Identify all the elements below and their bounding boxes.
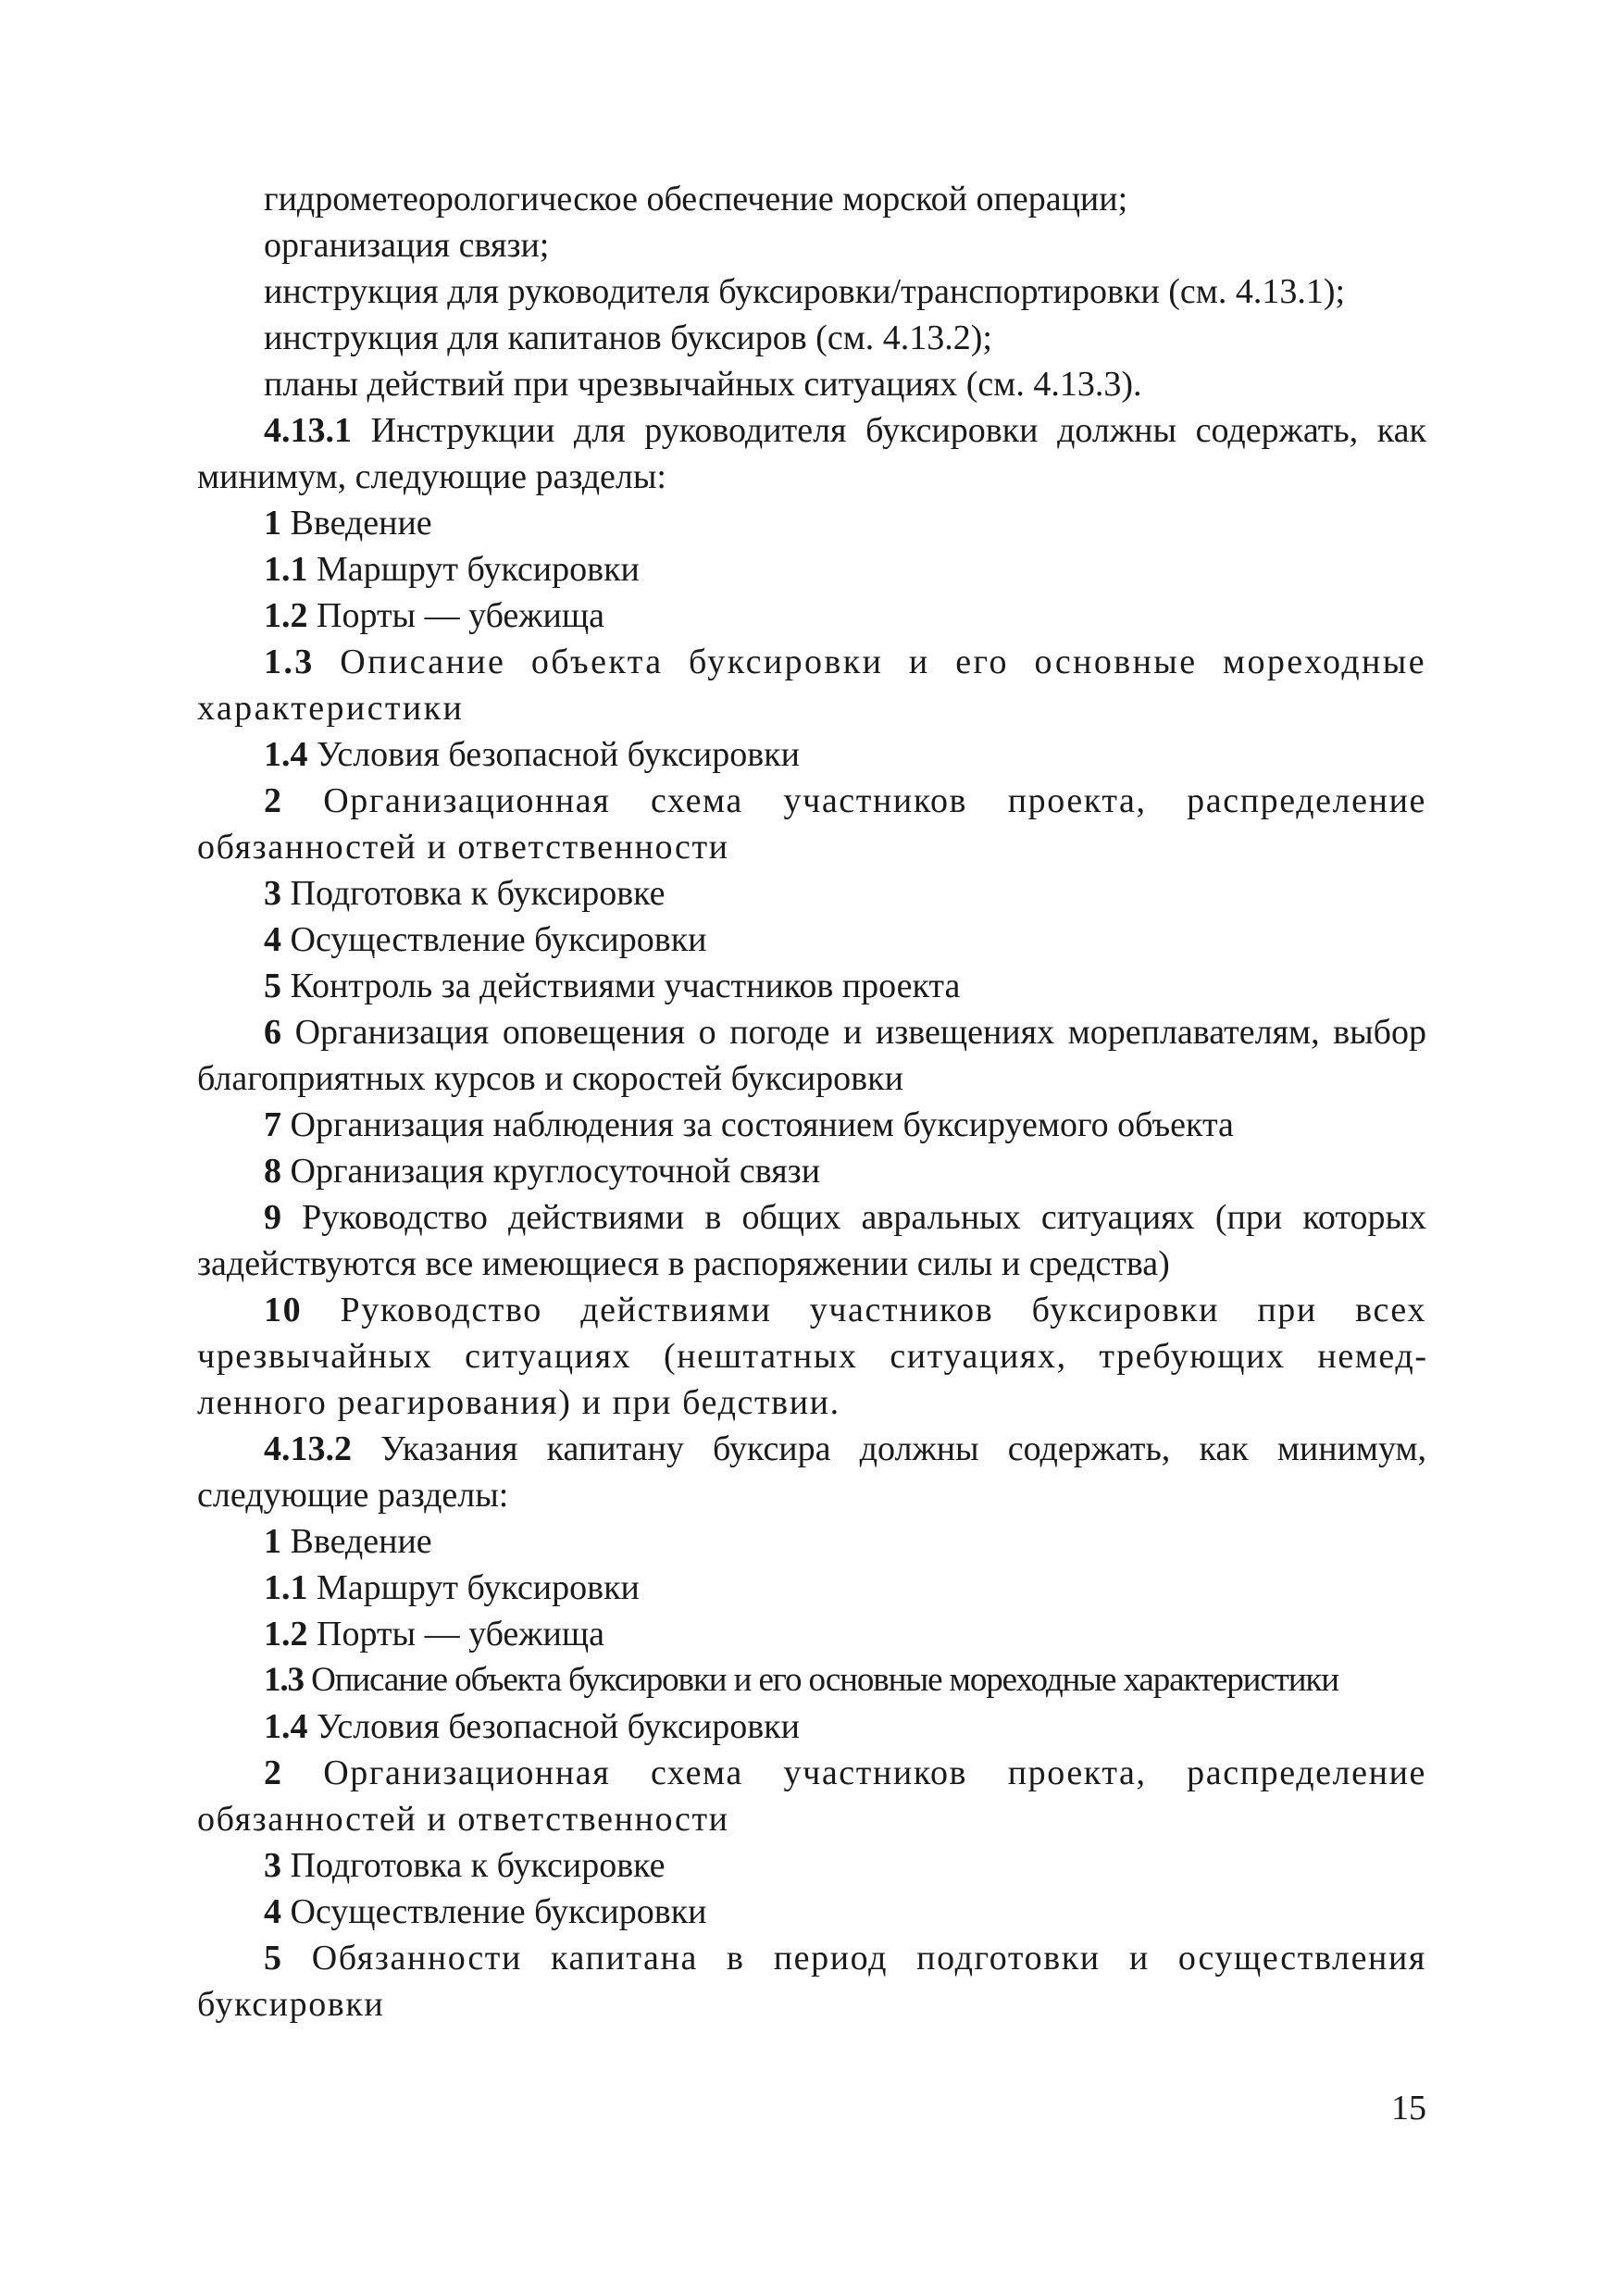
section-item: 3 Подготовка к буксировке [264, 874, 666, 913]
section-item: 1.2 Порты — убежища [264, 596, 604, 635]
clause-4-13-2: 4.13.2 Указания капитану буксира должны содержать, как минимум, следующие разделы: [197, 1429, 1426, 1515]
page-number: 15 [1391, 2089, 1426, 2128]
list-item: гидрометеорологическое обеспечение морской операции; [264, 180, 1128, 218]
section-number: 1.2 [264, 1615, 308, 1653]
list-item: организация связи; [264, 226, 550, 265]
section-number: 1 [264, 504, 281, 543]
section-item: 1.3 Описание объекта буксировки и его основные мореходные характеристики [264, 1661, 1338, 1699]
section-number: 5 [264, 1939, 283, 1978]
section-number: 1.2 [264, 596, 308, 635]
section-item: 1.1 Маршрут буксировки [264, 1568, 640, 1607]
section-number: 3 [264, 874, 281, 913]
section-item: 1.3 Описание объекта буксировки и его основные мореходные характеристики [197, 643, 1426, 728]
section-number: 4 [264, 1892, 281, 1931]
section-item: 1.4 Условия безопасной буксировки [264, 1707, 800, 1746]
section-item: 2 Организационная схема участников проекта, распределение обязанностей и ответственности [197, 1753, 1426, 1839]
section-number: 6 [264, 1013, 281, 1052]
list-item: инструкция для руководителя буксировки/транспортировки (см. 4.13.1); [264, 272, 1346, 311]
section-number: 5 [264, 967, 281, 1005]
clause-number: 4.13.2 [264, 1429, 352, 1468]
clause-number: 4.13.1 [264, 411, 352, 450]
section-item: 7 Организация наблюдения за состоянием буксируемого объекта [264, 1105, 1234, 1144]
section-number: 9 [264, 1198, 281, 1237]
list-item: планы действий при чрезвычайных ситуациях (см. 4.13.3). [264, 365, 1142, 404]
section-number: 1.1 [264, 1568, 308, 1607]
section-item: 5 Контроль за действиями участников проекта [264, 967, 961, 1005]
section-number: 2 [264, 781, 283, 820]
section-number: 7 [264, 1105, 281, 1144]
section-item: 1.4 Условия безопасной буксировки [264, 735, 800, 774]
section-number: 1.3 [264, 1661, 304, 1699]
section-number: 4 [264, 920, 281, 959]
section-number: 1.1 [264, 550, 308, 589]
section-item: 8 Организация круглосуточной связи [264, 1152, 821, 1191]
section-number: 1.3 [264, 643, 315, 681]
section-item: 10 Руководство действиями участников буксировки при всех чрезвычайных ситуациях (нештатных ситуациях, требующих немедленного реагирования) и при бедствии. [197, 1291, 1426, 1422]
section-item: 2 Организационная схема участников проекта, распределение обязанностей и ответственности [197, 781, 1426, 867]
section-number: 2 [264, 1753, 283, 1792]
section-number: 3 [264, 1846, 281, 1885]
section-item: 5 Обязанности капитана в период подготовки и осуществления буксировки [197, 1939, 1426, 2024]
section-item: 1.1 Маршрут буксировки [264, 550, 640, 589]
document-body [197, 176, 1426, 2028]
section-item: 4 Осуществление буксировки [264, 920, 707, 959]
clause-4-13-1: 4.13.1 Инструкции для руководителя буксировки должны содержать, как минимум, следующие разделы: [197, 411, 1426, 496]
section-number: 1 [264, 1522, 281, 1561]
section-item: 1 Введение [264, 1522, 432, 1561]
section-item: 1.2 Порты — убежища [264, 1615, 604, 1653]
section-number: 8 [264, 1152, 281, 1191]
section-item: 3 Подготовка к буксировке [264, 1846, 666, 1885]
section-item: 1 Введение [264, 504, 432, 543]
section-item: 4 Осуществление буксировки [264, 1892, 707, 1931]
section-item: 9 Руководство действиями в общих авральных ситуациях (при которых задействуются все имеющиеся в распоряжении силы и средства) [197, 1198, 1426, 1283]
section-number: 1.4 [264, 735, 308, 774]
list-item: инструкция для капитанов буксиров (см. 4.13.2); [264, 318, 992, 357]
section-item: 6 Организация оповещения о погоде и извещениях мореплавателям, выбор благоприятных курсов и скоростей буксировки [197, 1013, 1426, 1098]
section-number: 10 [264, 1291, 303, 1329]
section-number: 1.4 [264, 1707, 308, 1746]
